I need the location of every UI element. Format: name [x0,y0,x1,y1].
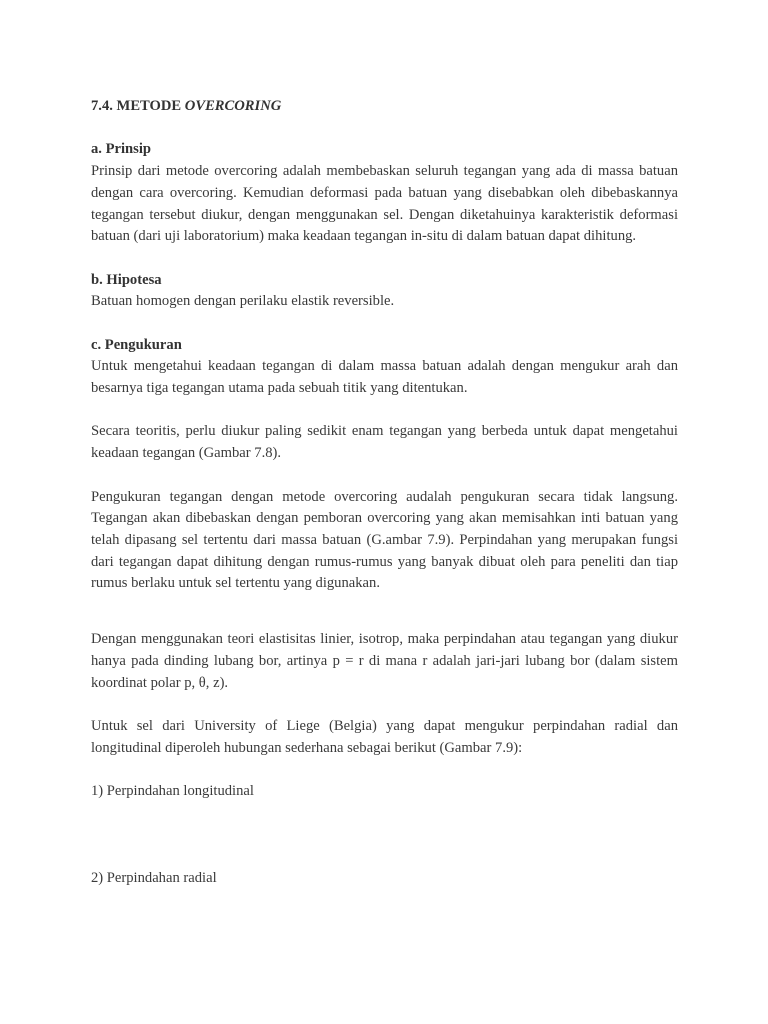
section-title [91,96,678,118]
list-item-perpindahan-longitudinal: 1) Perpindahan longitudinal [91,782,254,799]
paragraph-secara-teoritis: Secara teoritis, perlu diukur paling sedikit enam tegangan yang berbeda untuk dapat mengetahui keadaan tegangan (Gambar 7.8). [91,423,678,462]
paragraph-pengukuran-tegangan: Pengukuran tegangan dengan metode overcoring audalah pengukuran secara tidak langsung. Tegangan akan dibebaskan dengan pemboran overcoring yang akan memisahkan inti batuan yang telah dipasang sel tertentu dari massa batuan (G.ambar 7.9). Perpindahan yang merupakan fungsi dari tegangan dapat dihitung dengan rumus-rumus yang banyak dibuat oleh para peneliti dan tiap rumus berlaku untuk sel tertentu yang digunakan. [91,488,678,592]
paragraph-prinsip: Prinsip dari metode overcoring adalah membebaskan seluruh tegangan yang ada di massa batuan dengan cara overcoring. Kemudian deformasi pada batuan yang disebabkan oleh dibebaskannya tegangan tersebut diukur, dengan menggunakan sel. Dengan diketahuinya karakteristik deformasi batuan (dari uji laboratorium) maka keadaan tegangan in-situ di dalam batuan dapat dihitung. [91,163,678,245]
document-body [91,96,678,889]
heading-pengukuran: c. Pengukuran [91,336,182,353]
list-item-perpindahan-radial: 2) Perpindahan radial [91,869,217,886]
section-title-italic: OVERCORING [184,98,282,114]
section-title-prefix: 7.4. METODE [91,98,185,114]
paragraph-hipotesa: Batuan homogen dengan perilaku elastik reversible. [91,293,395,310]
paragraph-teori-elastisitas: Dengan menggunakan teori elastisitas linier, isotrop, maka perpindahan atau tegangan yang diukur hanya pada dinding lubang bor, artinya p = r di mana r adalah jari-jari lubang bor (dalam sistem koordinat polar p, θ, z). [91,631,678,691]
heading-hipotesa: b. Hipotesa [91,271,162,288]
paragraph-pengukuran: Untuk mengetahui keadaan tegangan di dalam massa batuan adalah dengan mengukur arah dan besarnya tiga tegangan utama pada sebuah titik yang ditentukan. [91,358,678,397]
heading-prinsip: a. Prinsip [91,141,152,158]
paragraph-university-liege: Untuk sel dari University of Liege (Belgia) yang dapat mengukur perpindahan radial dan longitudinal diperoleh hubungan sederhana sebagai berikut (Gambar 7.9): [91,717,678,756]
